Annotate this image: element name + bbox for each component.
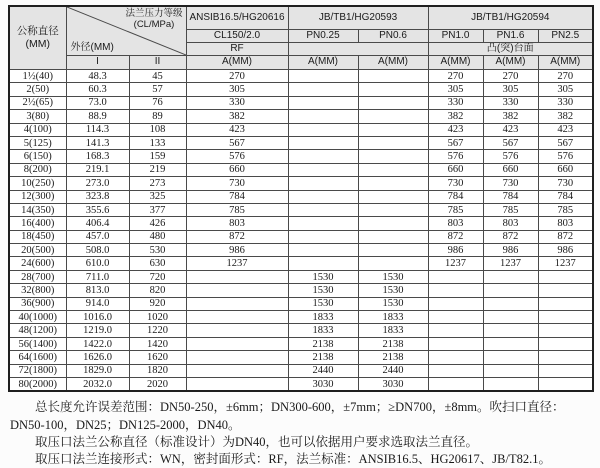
data-cell: 1820 bbox=[129, 364, 186, 377]
header-row-units bbox=[9, 56, 593, 70]
table-row bbox=[9, 70, 593, 83]
data-cell: 730 bbox=[538, 177, 593, 190]
data-cell bbox=[288, 70, 358, 83]
data-cell: 273 bbox=[129, 177, 186, 190]
data-cell: 567 bbox=[538, 136, 593, 149]
data-cell: 355.6 bbox=[66, 203, 129, 216]
table-row bbox=[9, 270, 593, 283]
data-cell bbox=[428, 337, 483, 350]
data-cell: 720 bbox=[129, 270, 186, 283]
row-label: 64(1600) bbox=[9, 351, 66, 364]
data-cell: 330 bbox=[538, 96, 593, 109]
data-cell bbox=[288, 244, 358, 257]
data-cell bbox=[483, 364, 538, 377]
header-face-rf: RF bbox=[186, 43, 288, 56]
table-row bbox=[9, 217, 593, 230]
data-cell: 423 bbox=[186, 123, 288, 136]
data-cell bbox=[288, 190, 358, 203]
row-label: 80(2000) bbox=[9, 377, 66, 391]
data-cell: 576 bbox=[538, 150, 593, 163]
data-cell: 785 bbox=[186, 203, 288, 216]
data-cell: 423 bbox=[483, 123, 538, 136]
data-cell bbox=[358, 70, 428, 83]
table-row bbox=[9, 257, 593, 270]
data-cell: 872 bbox=[186, 230, 288, 243]
data-cell: 270 bbox=[428, 70, 483, 83]
data-cell: 785 bbox=[483, 203, 538, 216]
data-cell: 2440 bbox=[288, 364, 358, 377]
pressure-class-label: 法兰压力等级 (CL/MPa) bbox=[125, 8, 183, 31]
data-cell: 1620 bbox=[129, 351, 186, 364]
data-cell bbox=[288, 136, 358, 149]
data-cell: 219 bbox=[129, 163, 186, 176]
data-cell bbox=[186, 297, 288, 310]
data-cell bbox=[428, 284, 483, 297]
data-cell: 141.3 bbox=[66, 136, 129, 149]
data-cell: 219.1 bbox=[66, 163, 129, 176]
data-cell: 630 bbox=[129, 257, 186, 270]
data-cell: 1530 bbox=[358, 284, 428, 297]
data-cell: 660 bbox=[483, 163, 538, 176]
table-row bbox=[9, 324, 593, 337]
data-cell: 660 bbox=[538, 163, 593, 176]
data-cell: 382 bbox=[428, 110, 483, 123]
footnote-length-tolerance: 总长度允许误差范围：DN50-250，±6mm；DN300-600，±7mm；≥DN700，±8mm。吹扫口直径：DN50-100，DN25；DN125-2000，DN40。 bbox=[10, 400, 565, 432]
data-cell bbox=[288, 203, 358, 216]
data-cell: 330 bbox=[483, 96, 538, 109]
data-cell: 1219.0 bbox=[66, 324, 129, 337]
data-cell: 986 bbox=[538, 244, 593, 257]
data-cell: 803 bbox=[538, 217, 593, 230]
row-label: 28(700) bbox=[9, 270, 66, 283]
data-cell: 1530 bbox=[358, 297, 428, 310]
header-a-mm: A(MM) bbox=[428, 56, 483, 70]
data-cell bbox=[358, 163, 428, 176]
data-cell bbox=[358, 244, 428, 257]
data-cell bbox=[428, 377, 483, 391]
table-row bbox=[9, 83, 593, 96]
data-cell bbox=[358, 190, 428, 203]
data-cell bbox=[186, 364, 288, 377]
data-cell: 330 bbox=[186, 96, 288, 109]
table-body bbox=[9, 70, 593, 392]
nominal-diameter-label: 公称直径 bbox=[16, 24, 59, 37]
data-cell: 610.0 bbox=[66, 257, 129, 270]
data-cell: 57 bbox=[129, 83, 186, 96]
data-cell: 567 bbox=[186, 136, 288, 149]
table-row bbox=[9, 203, 593, 216]
data-cell: 2138 bbox=[288, 351, 358, 364]
data-cell bbox=[186, 270, 288, 283]
data-cell: 305 bbox=[483, 83, 538, 96]
data-cell bbox=[186, 337, 288, 350]
table-row bbox=[9, 364, 593, 377]
table-row bbox=[9, 230, 593, 243]
header-ansi-class: CL150/2.0 bbox=[186, 30, 288, 43]
data-cell bbox=[428, 297, 483, 310]
data-cell bbox=[186, 351, 288, 364]
diagonal-header-cell bbox=[66, 6, 186, 56]
row-label: 2(50) bbox=[9, 83, 66, 96]
data-cell bbox=[186, 377, 288, 391]
data-cell: 872 bbox=[428, 230, 483, 243]
data-cell bbox=[483, 284, 538, 297]
data-cell: 803 bbox=[186, 217, 288, 230]
header-pn25: PN2.5 bbox=[538, 30, 593, 43]
data-cell: 1530 bbox=[358, 270, 428, 283]
header-std-jb-20593: JB/TB1/HG20593 bbox=[288, 6, 428, 30]
data-cell: 457.0 bbox=[66, 230, 129, 243]
data-cell bbox=[538, 297, 593, 310]
data-cell: 530 bbox=[129, 244, 186, 257]
data-cell: 168.3 bbox=[66, 150, 129, 163]
data-cell: 785 bbox=[428, 203, 483, 216]
data-cell: 1237 bbox=[483, 257, 538, 270]
data-cell: 508.0 bbox=[66, 244, 129, 257]
data-cell bbox=[538, 270, 593, 283]
data-cell: 1237 bbox=[186, 257, 288, 270]
header-std-jb-20594: JB/TB1/HG20594 bbox=[428, 6, 593, 30]
header-a-mm: A(MM) bbox=[186, 56, 288, 70]
data-cell: 1833 bbox=[358, 324, 428, 337]
data-cell: 730 bbox=[483, 177, 538, 190]
data-cell: 785 bbox=[538, 203, 593, 216]
data-cell bbox=[186, 284, 288, 297]
row-label: 24(600) bbox=[9, 257, 66, 270]
data-cell bbox=[288, 163, 358, 176]
data-cell: 730 bbox=[428, 177, 483, 190]
header-a-mm: A(MM) bbox=[483, 56, 538, 70]
table-row bbox=[9, 351, 593, 364]
data-cell bbox=[288, 217, 358, 230]
data-cell: 872 bbox=[483, 230, 538, 243]
table-row bbox=[9, 96, 593, 109]
data-cell: 1530 bbox=[288, 297, 358, 310]
data-cell: 270 bbox=[538, 70, 593, 83]
row-label: 12(300) bbox=[9, 190, 66, 203]
row-label: 40(1000) bbox=[9, 311, 66, 324]
data-cell bbox=[538, 324, 593, 337]
data-cell: 1530 bbox=[288, 284, 358, 297]
row-label: 32(800) bbox=[9, 284, 66, 297]
data-cell: 108 bbox=[129, 123, 186, 136]
data-cell: 660 bbox=[428, 163, 483, 176]
nominal-diameter-unit: (MM) bbox=[25, 38, 50, 50]
data-cell: 1626.0 bbox=[66, 351, 129, 364]
data-cell: 2032.0 bbox=[66, 377, 129, 391]
data-cell: 986 bbox=[428, 244, 483, 257]
data-cell: 426 bbox=[129, 217, 186, 230]
header-sub-col-1: I bbox=[66, 56, 129, 70]
data-cell: 1220 bbox=[129, 324, 186, 337]
row-label: 16(400) bbox=[9, 217, 66, 230]
data-cell: 377 bbox=[129, 203, 186, 216]
data-cell: 89 bbox=[129, 110, 186, 123]
data-cell bbox=[538, 364, 593, 377]
data-cell: 820 bbox=[129, 284, 186, 297]
data-cell: 270 bbox=[186, 70, 288, 83]
data-cell bbox=[358, 123, 428, 136]
data-cell bbox=[428, 351, 483, 364]
data-cell: 1833 bbox=[288, 324, 358, 337]
data-cell: 382 bbox=[538, 110, 593, 123]
data-cell: 803 bbox=[428, 217, 483, 230]
data-cell: 273.0 bbox=[66, 177, 129, 190]
table-row bbox=[9, 244, 593, 257]
data-cell: 1020 bbox=[129, 311, 186, 324]
data-cell: 711.0 bbox=[66, 270, 129, 283]
data-cell: 914.0 bbox=[66, 297, 129, 310]
data-cell bbox=[428, 311, 483, 324]
table-row bbox=[9, 110, 593, 123]
data-cell: 1420 bbox=[129, 337, 186, 350]
data-cell: 305 bbox=[186, 83, 288, 96]
data-cell: 730 bbox=[186, 177, 288, 190]
header-pn025: PN0.25 bbox=[288, 30, 358, 43]
data-cell bbox=[358, 83, 428, 96]
header-a-mm: A(MM) bbox=[538, 56, 593, 70]
flange-dimension-table bbox=[8, 5, 594, 392]
data-cell bbox=[358, 257, 428, 270]
data-cell: 1829.0 bbox=[66, 364, 129, 377]
data-cell bbox=[358, 150, 428, 163]
header-nominal-diameter bbox=[9, 6, 66, 70]
table-row bbox=[9, 377, 593, 391]
data-cell bbox=[358, 136, 428, 149]
data-cell: 576 bbox=[483, 150, 538, 163]
data-cell: 872 bbox=[538, 230, 593, 243]
data-cell: 986 bbox=[483, 244, 538, 257]
data-cell: 1530 bbox=[288, 270, 358, 283]
data-cell: 784 bbox=[483, 190, 538, 203]
header-a-mm: A(MM) bbox=[358, 56, 428, 70]
data-cell: 423 bbox=[538, 123, 593, 136]
data-cell: 986 bbox=[186, 244, 288, 257]
data-cell: 567 bbox=[483, 136, 538, 149]
data-cell: 133 bbox=[129, 136, 186, 149]
table-row bbox=[9, 284, 593, 297]
data-cell: 114.3 bbox=[66, 123, 129, 136]
data-cell: 270 bbox=[483, 70, 538, 83]
header-pn10: PN1.0 bbox=[428, 30, 483, 43]
data-cell: 423 bbox=[428, 123, 483, 136]
data-cell: 2138 bbox=[358, 351, 428, 364]
data-cell bbox=[186, 324, 288, 337]
data-cell: 813.0 bbox=[66, 284, 129, 297]
data-cell: 1016.0 bbox=[66, 311, 129, 324]
outer-diameter-label: 外径(MM) bbox=[70, 41, 114, 53]
data-cell: 325 bbox=[129, 190, 186, 203]
data-cell: 159 bbox=[129, 150, 186, 163]
footnote-pressure-tap-connection: 取压口法兰连接形式：WN，密封面形式：RF，法兰标准：ANSIB16.5、HG20617、JB/T82.1。 bbox=[35, 452, 551, 467]
data-cell: 45 bbox=[129, 70, 186, 83]
data-cell bbox=[538, 351, 593, 364]
row-label: 48(1200) bbox=[9, 324, 66, 337]
footnotes bbox=[10, 399, 590, 468]
data-cell bbox=[358, 203, 428, 216]
data-cell: 803 bbox=[483, 217, 538, 230]
data-cell bbox=[483, 351, 538, 364]
data-cell bbox=[483, 311, 538, 324]
data-cell bbox=[538, 311, 593, 324]
header-face-blank bbox=[288, 43, 428, 56]
table-row bbox=[9, 136, 593, 149]
header-a-mm: A(MM) bbox=[288, 56, 358, 70]
data-cell: 2138 bbox=[288, 337, 358, 350]
row-label: 56(1400) bbox=[9, 337, 66, 350]
data-cell: 60.3 bbox=[66, 83, 129, 96]
header-row-standards bbox=[9, 6, 593, 30]
data-cell bbox=[483, 297, 538, 310]
data-cell: 660 bbox=[186, 163, 288, 176]
header-face-raised: 凸(突)台面 bbox=[428, 43, 593, 56]
data-cell: 1422.0 bbox=[66, 337, 129, 350]
table-row bbox=[9, 297, 593, 310]
data-cell: 1833 bbox=[288, 311, 358, 324]
row-label: 18(450) bbox=[9, 230, 66, 243]
data-cell: 1237 bbox=[538, 257, 593, 270]
data-cell: 3030 bbox=[288, 377, 358, 391]
data-cell: 784 bbox=[428, 190, 483, 203]
table-row bbox=[9, 190, 593, 203]
data-cell: 382 bbox=[186, 110, 288, 123]
data-cell bbox=[538, 337, 593, 350]
header-pn16: PN1.6 bbox=[483, 30, 538, 43]
data-cell: 2020 bbox=[129, 377, 186, 391]
data-cell: 88.9 bbox=[66, 110, 129, 123]
data-cell: 3030 bbox=[358, 377, 428, 391]
data-cell bbox=[428, 364, 483, 377]
header-std-ansi: ANSIB16.5/HG20616 bbox=[186, 6, 288, 30]
table-row bbox=[9, 311, 593, 324]
row-label: 3(80) bbox=[9, 110, 66, 123]
row-label: 5(125) bbox=[9, 136, 66, 149]
data-cell: 784 bbox=[186, 190, 288, 203]
row-label: 20(500) bbox=[9, 244, 66, 257]
data-cell bbox=[358, 110, 428, 123]
data-cell: 382 bbox=[483, 110, 538, 123]
data-cell: 48.3 bbox=[66, 70, 129, 83]
row-label: 14(350) bbox=[9, 203, 66, 216]
data-cell: 305 bbox=[538, 83, 593, 96]
data-cell bbox=[288, 96, 358, 109]
data-cell bbox=[288, 177, 358, 190]
row-label: 72(1800) bbox=[9, 364, 66, 377]
row-label: 1½(40) bbox=[9, 70, 66, 83]
data-cell: 323.8 bbox=[66, 190, 129, 203]
data-cell: 1237 bbox=[428, 257, 483, 270]
header-pn06: PN0.6 bbox=[358, 30, 428, 43]
data-cell: 73.0 bbox=[66, 96, 129, 109]
data-cell bbox=[358, 217, 428, 230]
data-cell bbox=[538, 284, 593, 297]
table-row bbox=[9, 150, 593, 163]
table-row bbox=[9, 337, 593, 350]
data-cell: 330 bbox=[428, 96, 483, 109]
data-cell bbox=[358, 230, 428, 243]
row-label: 10(250) bbox=[9, 177, 66, 190]
data-cell bbox=[288, 123, 358, 136]
data-cell bbox=[358, 96, 428, 109]
table-row bbox=[9, 123, 593, 136]
data-cell bbox=[428, 270, 483, 283]
data-cell: 305 bbox=[428, 83, 483, 96]
header-sub-col-2: II bbox=[129, 56, 186, 70]
table-header bbox=[9, 6, 593, 70]
data-cell bbox=[483, 337, 538, 350]
data-cell bbox=[288, 83, 358, 96]
row-label: 2½(65) bbox=[9, 96, 66, 109]
data-cell: 2440 bbox=[358, 364, 428, 377]
data-cell bbox=[288, 230, 358, 243]
data-cell bbox=[186, 311, 288, 324]
data-cell: 76 bbox=[129, 96, 186, 109]
data-cell bbox=[483, 270, 538, 283]
data-cell bbox=[483, 324, 538, 337]
data-cell bbox=[288, 110, 358, 123]
row-label: 4(100) bbox=[9, 123, 66, 136]
data-cell bbox=[538, 377, 593, 391]
data-cell bbox=[288, 150, 358, 163]
data-cell: 576 bbox=[428, 150, 483, 163]
data-cell bbox=[483, 377, 538, 391]
data-cell: 406.4 bbox=[66, 217, 129, 230]
row-label: 8(200) bbox=[9, 163, 66, 176]
data-cell bbox=[288, 257, 358, 270]
data-cell bbox=[428, 324, 483, 337]
row-label: 36(900) bbox=[9, 297, 66, 310]
data-cell bbox=[358, 177, 428, 190]
table-row bbox=[9, 163, 593, 176]
data-cell: 784 bbox=[538, 190, 593, 203]
data-cell: 480 bbox=[129, 230, 186, 243]
table-row bbox=[9, 177, 593, 190]
data-cell: 1833 bbox=[358, 311, 428, 324]
footnote-pressure-tap-diameter: 取压口法兰公称直径（标准设计）为DN40，也可以依据用户要求选取法兰直径。 bbox=[35, 434, 479, 449]
data-cell: 920 bbox=[129, 297, 186, 310]
data-cell: 567 bbox=[428, 136, 483, 149]
data-cell: 2138 bbox=[358, 337, 428, 350]
row-label: 6(150) bbox=[9, 150, 66, 163]
data-cell: 576 bbox=[186, 150, 288, 163]
